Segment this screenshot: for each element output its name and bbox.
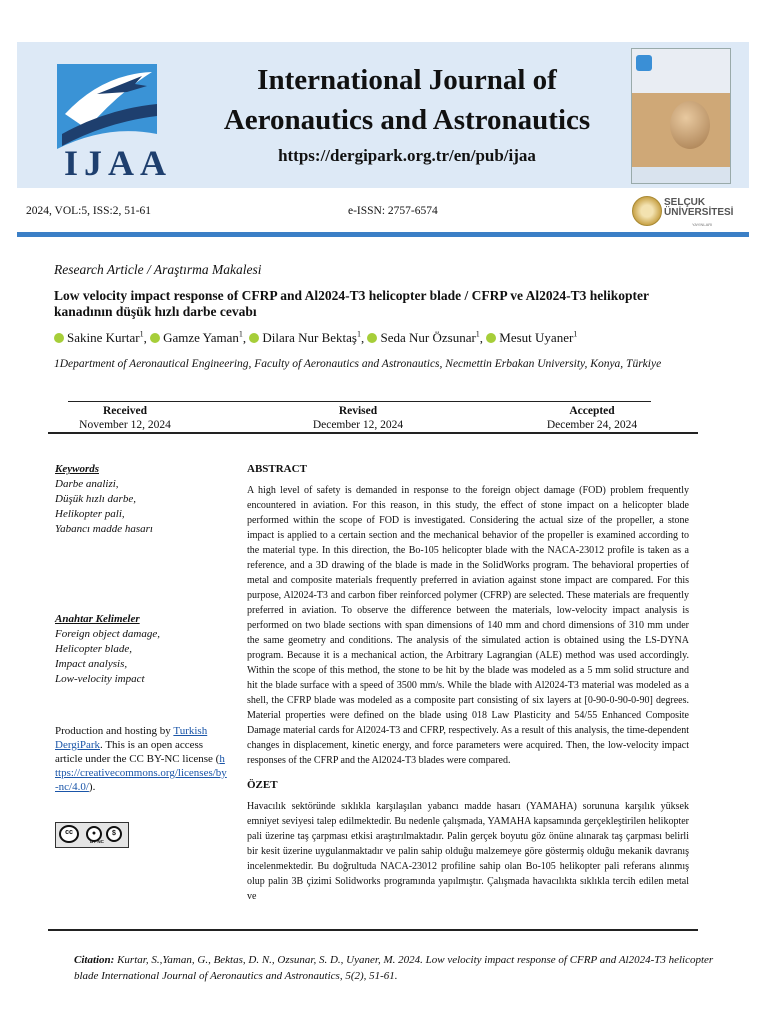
journal-title-line1: International Journal of	[257, 64, 557, 96]
university-name	[664, 198, 733, 218]
university-line2: ÜNİVERSİTESİ	[664, 207, 734, 218]
accepted-label: Accepted	[569, 405, 615, 417]
keyword-item: Yabancı madde hasarı	[55, 523, 153, 535]
journal-url[interactable]: https://dergipark.org.tr/en/pub/ijaa	[278, 146, 536, 165]
nc-dollar-icon: $	[106, 826, 122, 842]
hosting-post: ).	[88, 781, 96, 793]
citation-label: Citation:	[74, 954, 115, 966]
ozet-heading: ÖZET	[247, 779, 278, 791]
received-date	[45, 404, 205, 432]
university-line1: SELÇUK	[664, 197, 706, 208]
journal-cover-image	[631, 48, 731, 184]
abstract-heading: ABSTRACT	[247, 463, 307, 475]
abstract-text: A high level of safety is demanded in response to the foreign object damage (FOD) problem frequently encountered in aviation. For this reason, in this study, the effect of stone impact on a helicopter blade performed within the scope of FOD is investigated. Considering the actual size of the propeller, a stone impact is applied to a certain section and the mechanical behavior of the propeller is examined according to the material type. In this direction, the Bo-105 helicopter blade with the NACA-23012 profile is taken as a reference, and a 3D drawing of the blade is made in the SolidWorks program. The behavioral properties of metal and composite materials frequently preferred in aviation against stone impact are compared. For this purpose, Al2024-T3 and carbon fiber reinforced polymer (CFRP) are selected. These materials are frequently preferred in aviation. To observe the difference between the materials, low-velocity impact analysis is performed on two blade sections with span dimensions of 140 mm and chord dimensions of 310 mm under the same geometry and conditions. The analysis of the simulated action is obtained using the LS-DYNA program. Because it is a mechanical action, the Arbitrary Lagrangian (ALE) method was used accordingly. Within the scope of this method, the stone to be hit by the blade was modeled as a 5 mm solid structure and hit the blade surface with a speed of 3500 mm/s. While the blade with Al2024-T3 material was modeled as a shell, the CFRP blade was modeled as a composite part consisting of six layers at [0-90-0-90-0-90] degrees. Material properties were defined on the blade using 018 Law Plasticity and 54/55 Enhanced Composite Damage material cards for Al2024-T3 and CFRP, respectively. As a result of this analysis, the time-dependent changes in displacement, kinetic energy, and force parameters were acquired. Then, the low-velocity impact responses of the CFRP and the Al2024-T3 blades were compared.	[247, 485, 689, 766]
revised-date	[278, 404, 438, 432]
keywords-panel	[55, 462, 225, 687]
hosting-pre: Production and hosting by	[55, 725, 171, 737]
hosting-note	[55, 724, 227, 794]
hosting-mid: . This is an open access article under the CC BY-NC license (	[55, 739, 220, 765]
received-label: Received	[102, 405, 148, 417]
orcid-icon[interactable]	[367, 333, 377, 343]
author-4[interactable]: Seda Nur Özsunar$^1$	[367, 330, 479, 345]
cover-balloon-icon	[670, 101, 710, 149]
author-2[interactable]: Gamze Yaman$^1$	[150, 330, 243, 345]
citation-text: Kurtar, S.,Yaman, G., Bektas, D. N., Ozsunar, S. D., Uyaner, M. 2024. Low velocity impact response of CFRP and Al2024-T3 helicopter blade International Journal of Aeronautics and Astronautics, 5(2), 51-61.	[74, 954, 714, 982]
anahtar-item: Impact analysis,	[55, 658, 128, 670]
orcid-icon[interactable]	[150, 333, 160, 343]
eissn: e-ISSN: 2757-6574	[348, 205, 438, 217]
cover-header	[632, 49, 730, 93]
keyword-item: Darbe analizi,	[55, 478, 119, 490]
logo-text: IJAA	[64, 143, 173, 183]
cc-license-badge[interactable]	[55, 822, 129, 848]
journal-banner	[17, 42, 749, 188]
author-5[interactable]: Mesut Uyaner$^1$	[486, 330, 577, 345]
journal-title	[187, 60, 627, 140]
volume-info: 2024, VOL:5, ISS:2, 51-61	[26, 205, 152, 217]
footer-rule	[48, 929, 698, 931]
revised-value: December 12, 2024	[312, 419, 404, 431]
author-1[interactable]: Sakine Kurtar$^1$	[54, 330, 144, 345]
by-person-icon: ●	[86, 826, 102, 842]
abstract-column	[247, 462, 689, 904]
accepted-value: December 24, 2024	[546, 419, 638, 431]
journal-title-line2: Aeronautics and Astronautics	[223, 104, 591, 136]
article-title: Low velocity impact response of CFRP and Al2024-T3 helicopter blade / CFRP ve Al2024-T3 helikopter kanadının düşük hızlı darbe cevabı	[54, 288, 649, 319]
university-seal-icon	[632, 196, 662, 226]
keyword-item: Helikopter pali,	[55, 508, 125, 520]
keywords-heading: Keywords	[55, 463, 99, 475]
header-rule	[17, 232, 749, 237]
license-link[interactable]: https://creativecommons.org/licenses/by-nc/4.0/	[55, 753, 227, 793]
cover-footer	[632, 167, 730, 183]
cover-logo-icon	[636, 55, 652, 71]
revised-label: Revised	[338, 405, 378, 417]
accepted-date	[512, 404, 672, 432]
anahtar-heading: Anahtar Kelimeler	[55, 613, 140, 625]
cc-icon: cc	[59, 825, 79, 843]
orcid-icon[interactable]	[54, 333, 64, 343]
dergipark-link[interactable]: Turkish DergiPark	[55, 725, 208, 751]
university-line3: YAYINLARI	[692, 222, 713, 227]
ozet-text: Havacılık sektöründe sıklıkla karşılaşılan yabancı madde hasarı (YAMAHA) sorununa karşılık yüksek emniyet seviyesi talep edilmektedir. Bu nedenle çalışmada, YAMAHA kapsamında gerçekleştirilen helikopter pali üzerine taş çarpması etkisi araştırılmaktadır. Palin gerçek boyutu göz önüne alınarak taş çarpması belirli bir kesit üzerine uygulanmaktadır ve palin sahip olduğu malzemeye göre göstermiş olduğu mekanik davranış incelenmektedir. Bu doğrultuda NACA-23012 profiline sahip olan Bo-105 helikopter pali referans alınmış olup palin 3B çizimi Solidworks programında yapılmıştır. Çalışmada havacılıkta sıklıkla tercih edilen metal ve	[247, 801, 689, 902]
affiliation: 1Department of Aeronautical Engineering, Faculty of Aeronautics and Astronautics, Necmettin Erbakan University, Konya, Türkiye	[54, 358, 662, 370]
anahtar-item: Low-velocity impact	[55, 673, 145, 685]
dates-top-rule	[68, 401, 651, 402]
anahtar-item: Foreign object damage,	[55, 628, 160, 640]
dates-bottom-rule	[48, 432, 698, 434]
keyword-item: Düşük hızlı darbe,	[55, 493, 136, 505]
received-value: November 12, 2024	[79, 419, 171, 431]
cc-label: BY NC	[90, 839, 104, 844]
citation	[74, 952, 722, 984]
author-3[interactable]: Dilara Nur Bektaş$^1$	[249, 330, 361, 345]
article-type: Research Article / Araştırma Makalesi	[54, 262, 262, 277]
author-list: Sakine Kurtar$^1$, Gamze Yaman$^1$, Dilara Nur Bektaş$^1$, Seda Nur Özsunar$^1$, Mesut Uyaner$^1$	[54, 330, 577, 346]
orcid-icon[interactable]	[249, 333, 259, 343]
anahtar-item: Helicopter blade,	[55, 643, 132, 655]
orcid-icon[interactable]	[486, 333, 496, 343]
